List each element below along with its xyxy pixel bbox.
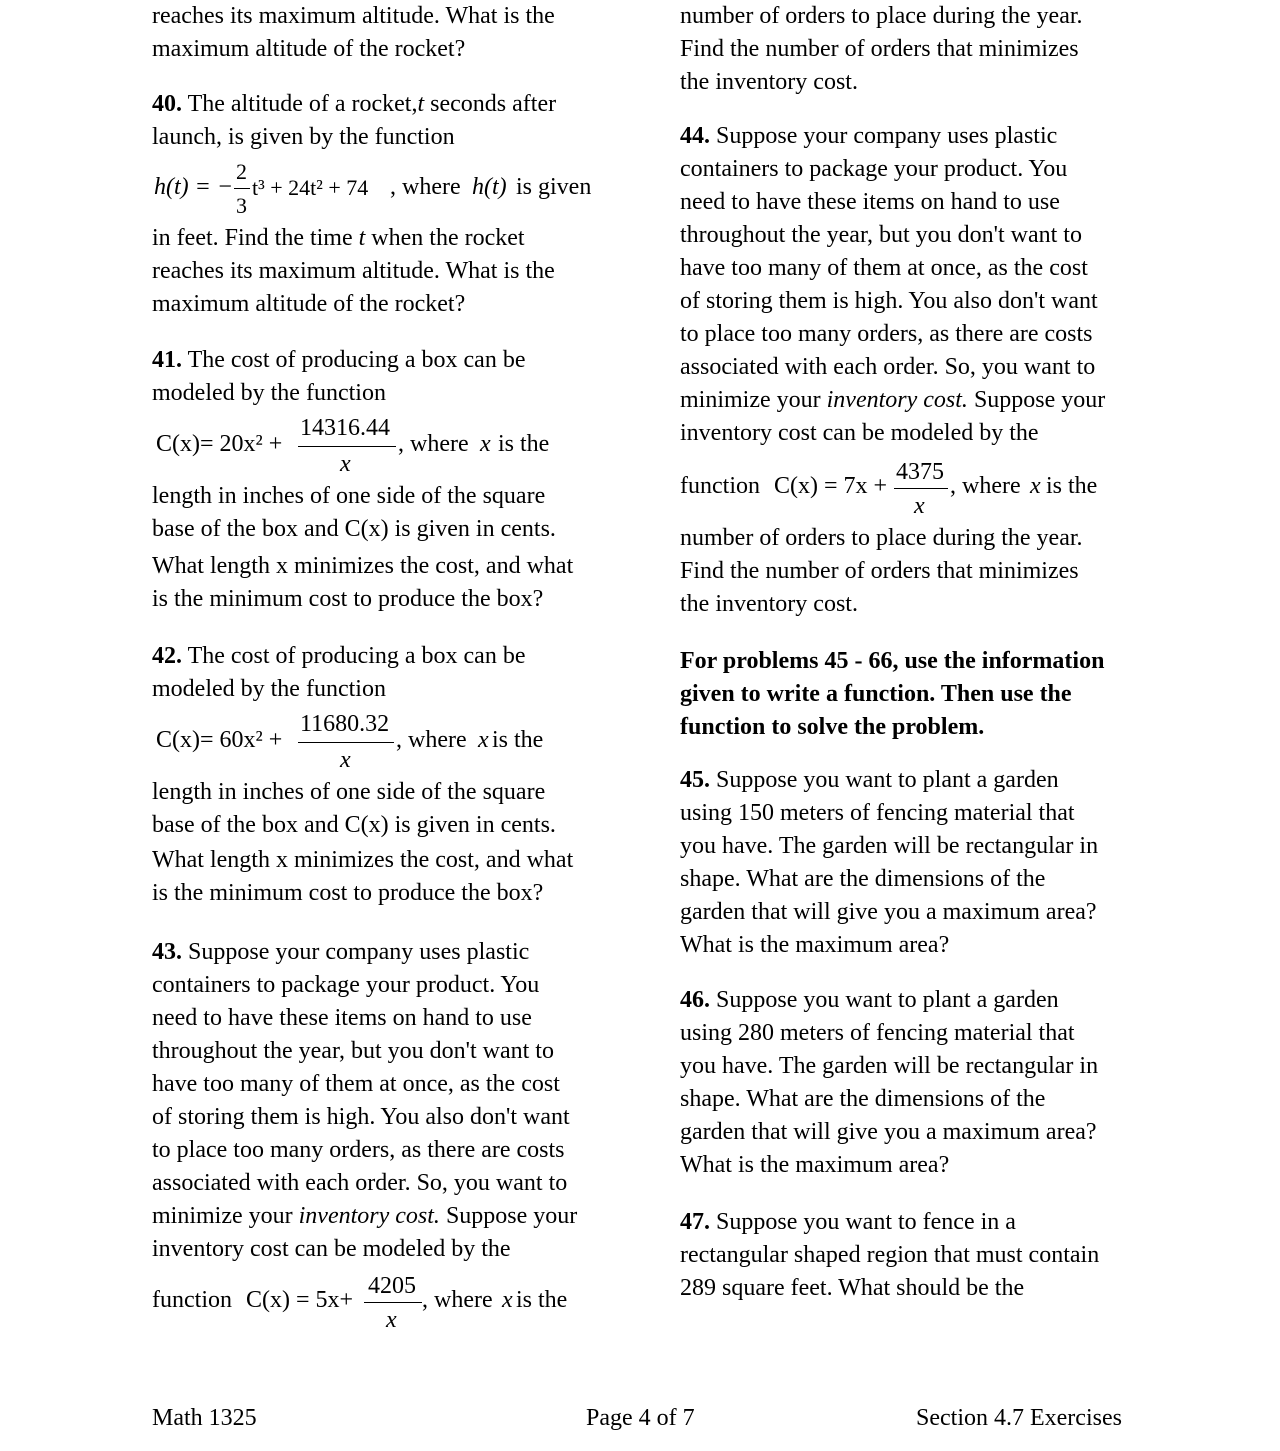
carryover-text-right: number of orders to place during the year. Find the number of orders that minimizes the inventory cost. <box>680 3 1083 95</box>
problem-41-continued: length in inches of one side of the square base of the box and C(x) is given in cents. What length x minimizes the cost, and what is the minimum cost to produce the box? <box>152 483 574 612</box>
problem-47: 47. Suppose you want to fence in a rectangular shaped region that must contain 289 square feet. What should be the <box>680 1209 1100 1301</box>
problem-42-continued: length in inches of one side of the square base of the box and C(x) is given in cents. What length x minimizes the cost, and what is the minimum cost to produce the box? <box>152 779 574 906</box>
footer-page-number: Page 4 of 7 <box>586 1405 695 1431</box>
equation-43: function C(x) = 5x+ 4205 x , where x is the <box>152 1273 568 1333</box>
instructions: For problems 45 - 66, use the information given to write a function. Then use the function to solve the problem. <box>680 648 1105 740</box>
problem-41: 41. The cost of producing a box can be modeled by the function <box>152 347 526 406</box>
problem-44: 44. Suppose your company uses plastic containers to package your product. You need to have these items on hand to use throughout the year, but you don't want to have too many of them at once, as the cost of storing them is high. You also don't want to place too many orders, as there are costs associated with each order. So, you want to minimize your inventory cost. Suppose your inventory cost can be modeled by the <box>680 123 1106 446</box>
problem-number: 44. <box>680 123 710 149</box>
problem-40-continued: in feet. Find the time t when the rocket reaches its maximum altitude. What is the maximum altitude of the rocket? <box>152 225 555 317</box>
equation-42: C(x)= 60x² + 11680.32 x , where x is the <box>156 711 544 773</box>
problem-43: 43. Suppose your company uses plastic containers to package your product. You need to have these items on hand to use throughout the year, but you don't want to have too many of them at once, as the cost of storing them is high. You also don't want to place too many orders, as there are costs associated with each order. So, you want to minimize your inventory cost. Suppose your inventory cost can be modeled by the <box>152 939 578 1262</box>
problem-number: 45. <box>680 767 710 793</box>
problem-44-continued: number of orders to place during the year. Find the number of orders that minimizes the inventory cost. <box>680 525 1083 617</box>
problem-45: 45. Suppose you want to plant a garden using 150 meters of fencing material that you have. The garden will be rectangular in shape. What are the dimensions of the garden that will give you a maximum area? What is the maximum area? <box>680 767 1099 958</box>
problem-number: 46. <box>680 987 710 1013</box>
carryover-text-left: reaches its maximum altitude. What is the maximum altitude of the rocket? <box>152 3 555 62</box>
equation-44: function C(x) = 7x + 4375 x , where x is the <box>680 459 1098 519</box>
equation-40: h(t) = − 2 3 t³ + 24t² + 74 , where h(t) is given <box>154 159 592 218</box>
problem-number: 47. <box>680 1209 710 1235</box>
problem-42: 42. The cost of producing a box can be modeled by the function <box>152 643 526 702</box>
equation-41: C(x)= 20x² + 14316.44 x , where x is the <box>156 415 550 477</box>
problem-number: 40. <box>152 91 182 117</box>
problem-40: 40. The altitude of a rocket,t seconds after launch, is given by the function <box>152 91 557 150</box>
footer-section: Section 4.7 Exercises <box>916 1405 1122 1431</box>
problem-number: 42. <box>152 643 182 669</box>
problem-number: 43. <box>152 939 182 965</box>
footer-course: Math 1325 <box>152 1405 257 1431</box>
problem-46: 46. Suppose you want to plant a garden using 280 meters of fencing material that you have. The garden will be rectangular in shape. What are the dimensions of the garden that will give you a maximum area? What is the maximum area? <box>680 987 1099 1178</box>
problem-number: 41. <box>152 347 182 373</box>
